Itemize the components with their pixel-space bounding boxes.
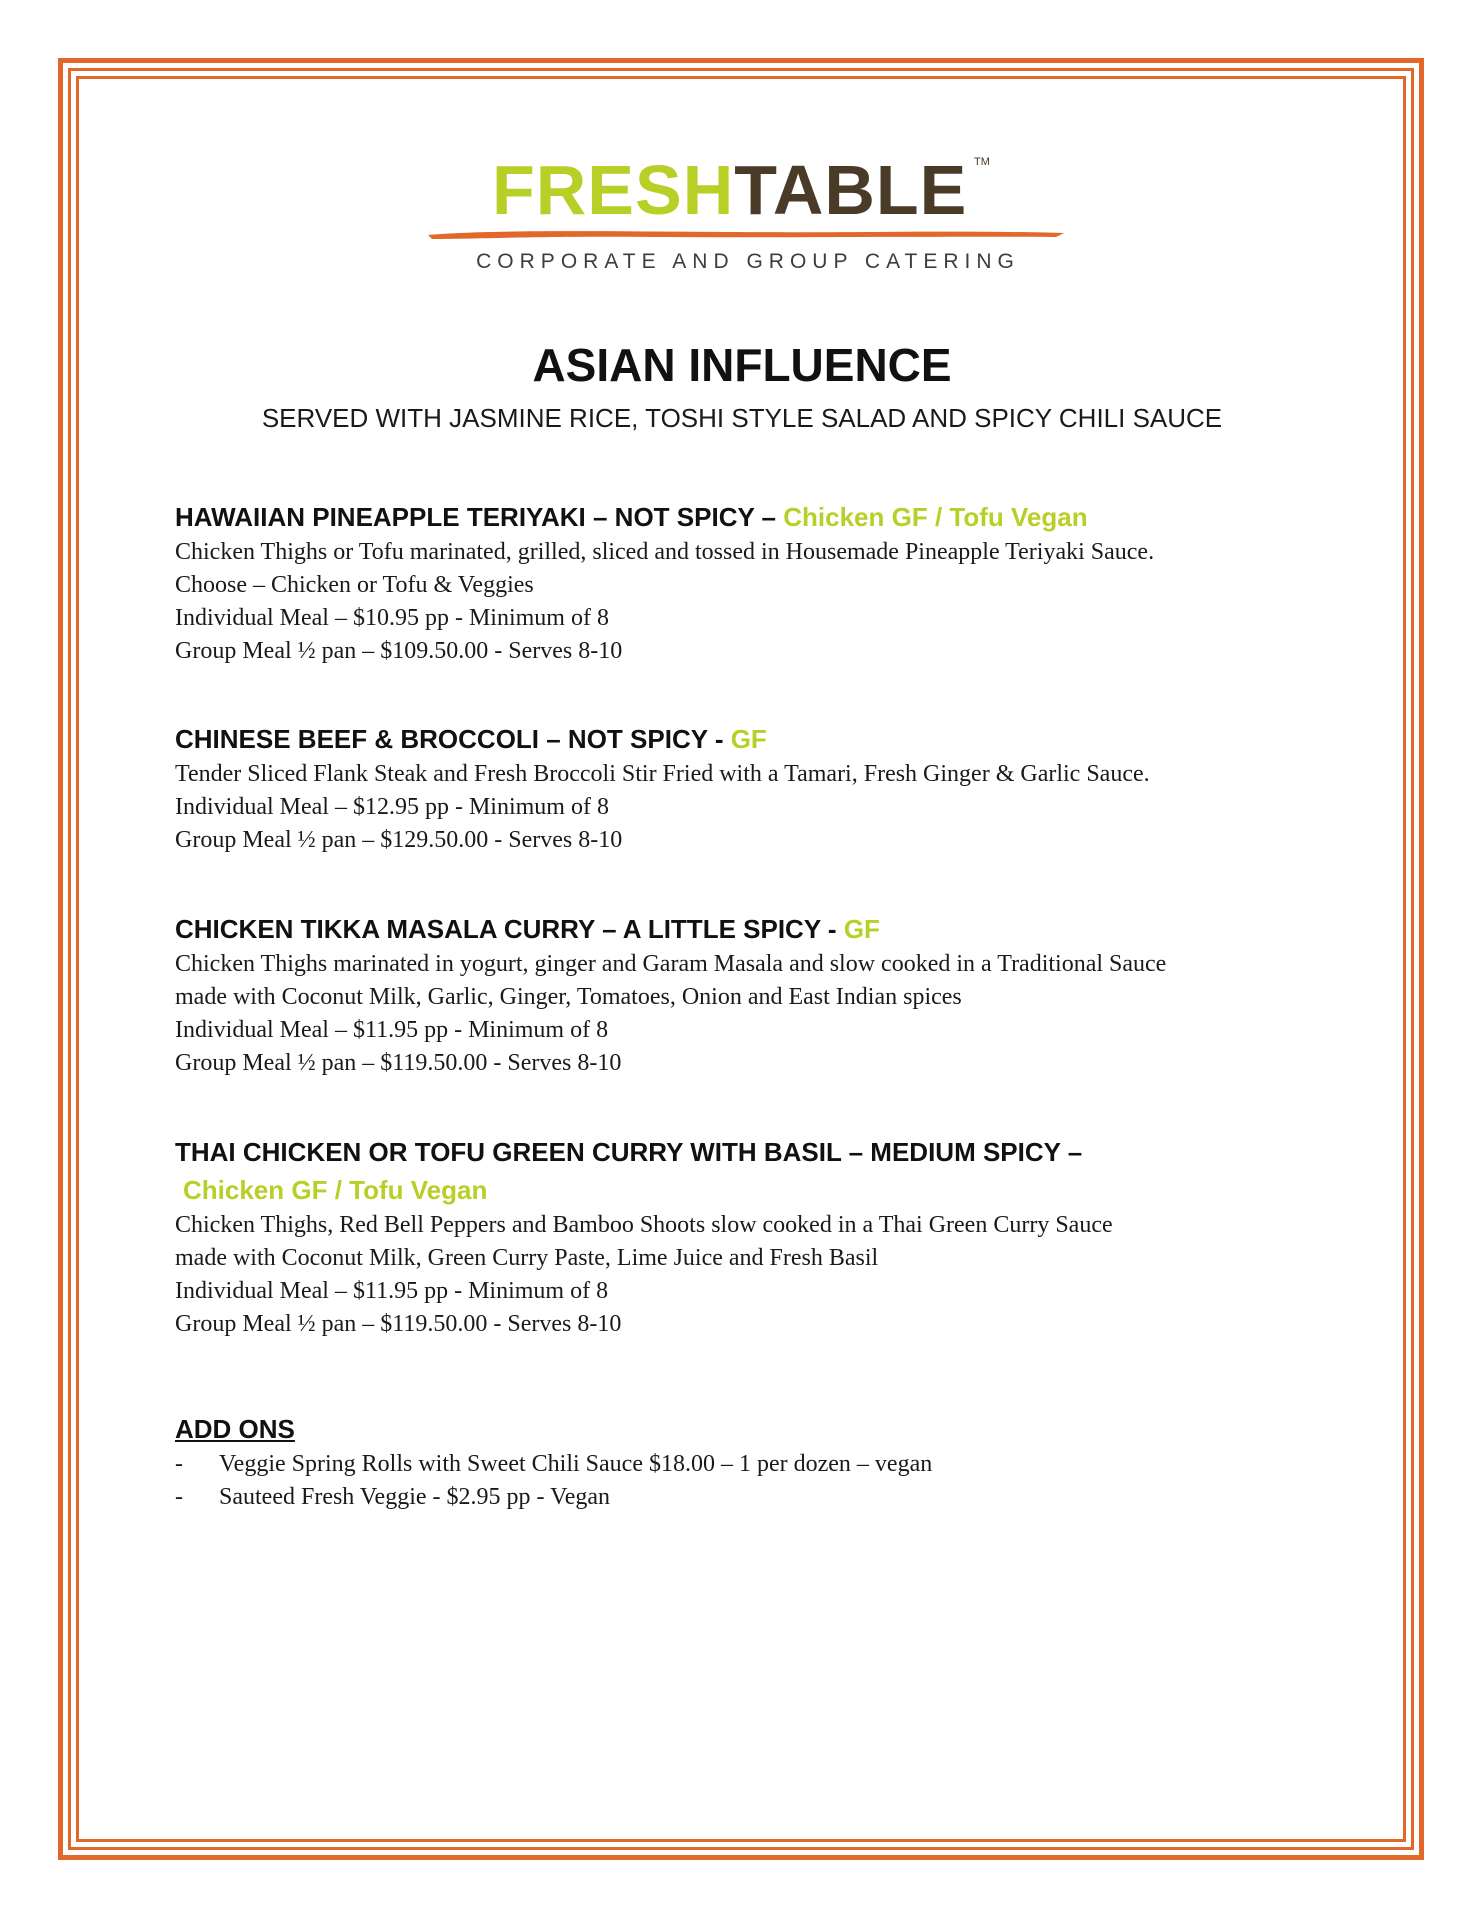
logo-fresh: FRESH bbox=[492, 151, 735, 229]
menu-item-description: Chicken Thighs, Red Bell Peppers and Bamboo Shoots slow cooked in a Thai Green Curry Sauce bbox=[175, 1212, 1113, 1238]
dietary-tag: GF bbox=[730, 724, 767, 754]
add-on-text: Sauteed Fresh Veggie - $2.95 pp - Vegan bbox=[219, 1484, 611, 1510]
group-price: Group Meal ½ pan – $129.50.00 - Serves 8-10 bbox=[175, 827, 623, 853]
menu-item bbox=[175, 910, 1395, 1080]
menu-item-title: HAWAIIAN PINEAPPLE TERIYAKI – NOT SPICY – bbox=[175, 502, 784, 532]
group-price: Group Meal ½ pan – $119.50.00 - Serves 8-10 bbox=[175, 1311, 622, 1337]
menu-item-description: Tender Sliced Flank Steak and Fresh Broccoli Stir Fried with a Tamari, Fresh Ginger & Garlic Sauce. bbox=[175, 761, 1150, 787]
menu-item-description-cont: made with Coconut Milk, Garlic, Ginger, Tomatoes, Onion and East Indian spices bbox=[175, 984, 962, 1010]
menu-item-heading bbox=[175, 498, 1395, 536]
add-on-text: Veggie Spring Rolls with Sweet Chili Sauce $18.00 – 1 per dozen – vegan bbox=[219, 1451, 933, 1477]
menu-item bbox=[175, 498, 1395, 668]
menu-item-description: Chicken Thighs marinated in yogurt, ginger and Garam Masala and slow cooked in a Traditional Sauce bbox=[175, 951, 1167, 977]
individual-price: Individual Meal – $11.95 pp - Minimum of 8 bbox=[175, 1017, 609, 1043]
add-on-item bbox=[175, 1481, 1375, 1514]
page-subtitle: SERVED WITH JASMINE RICE, TOSHI STYLE SALAD AND SPICY CHILI SAUCE bbox=[261, 403, 1223, 433]
menu-item-description: Chicken Thighs or Tofu marinated, grilled, sliced and tossed in Housemade Pineapple Teriyaki Sauce. bbox=[175, 539, 1155, 565]
menu-item-title: THAI CHICKEN OR TOFU GREEN CURRY WITH BASIL – MEDIUM SPICY – bbox=[175, 1137, 1083, 1167]
menu-item-heading bbox=[175, 910, 1395, 948]
freshtable-logo bbox=[426, 150, 1066, 280]
logo-wordmark bbox=[492, 150, 967, 230]
logo-tagline: CORPORATE AND GROUP CATERING bbox=[476, 250, 1020, 273]
menu-item-heading bbox=[175, 720, 1395, 758]
dietary-tag: Chicken GF / Tofu Vegan bbox=[783, 502, 1088, 532]
individual-price: Individual Meal – $12.95 pp - Minimum of 8 bbox=[175, 794, 609, 820]
add-on-item bbox=[175, 1448, 1375, 1481]
group-price: Group Meal ½ pan – $119.50.00 - Serves 8-10 bbox=[175, 1050, 622, 1076]
logo-trademark: TM bbox=[974, 156, 990, 168]
add-ons-heading: ADD ONS bbox=[175, 1414, 295, 1444]
dietary-tag: Chicken GF / Tofu Vegan bbox=[183, 1175, 488, 1205]
individual-price: Individual Meal – $11.95 pp - Minimum of 8 bbox=[175, 1278, 609, 1304]
menu-item-title: CHICKEN TIKKA MASALA CURRY – A LITTLE SPICY - bbox=[175, 914, 844, 944]
list-dash: - bbox=[175, 1451, 183, 1477]
menu-item-choice: Choose – Chicken or Tofu & Veggies bbox=[175, 572, 534, 598]
add-ons-section bbox=[175, 1410, 1375, 1514]
menu-item bbox=[175, 1133, 1395, 1341]
menu-item-description-cont: made with Coconut Milk, Green Curry Paste, Lime Juice and Fresh Basil bbox=[175, 1245, 879, 1271]
group-price: Group Meal ½ pan – $109.50.00 - Serves 8-10 bbox=[175, 638, 623, 664]
individual-price: Individual Meal – $10.95 pp - Minimum of 8 bbox=[175, 605, 609, 631]
dietary-tag: GF bbox=[843, 914, 880, 944]
page-title: ASIAN INFLUENCE bbox=[532, 339, 952, 391]
logo-brush-stroke bbox=[426, 226, 1066, 242]
list-dash: - bbox=[175, 1484, 183, 1510]
logo-table: TABLE bbox=[734, 151, 968, 229]
menu-item-title: CHINESE BEEF & BROCCOLI – NOT SPICY - bbox=[175, 724, 731, 754]
menu-item bbox=[175, 720, 1395, 857]
